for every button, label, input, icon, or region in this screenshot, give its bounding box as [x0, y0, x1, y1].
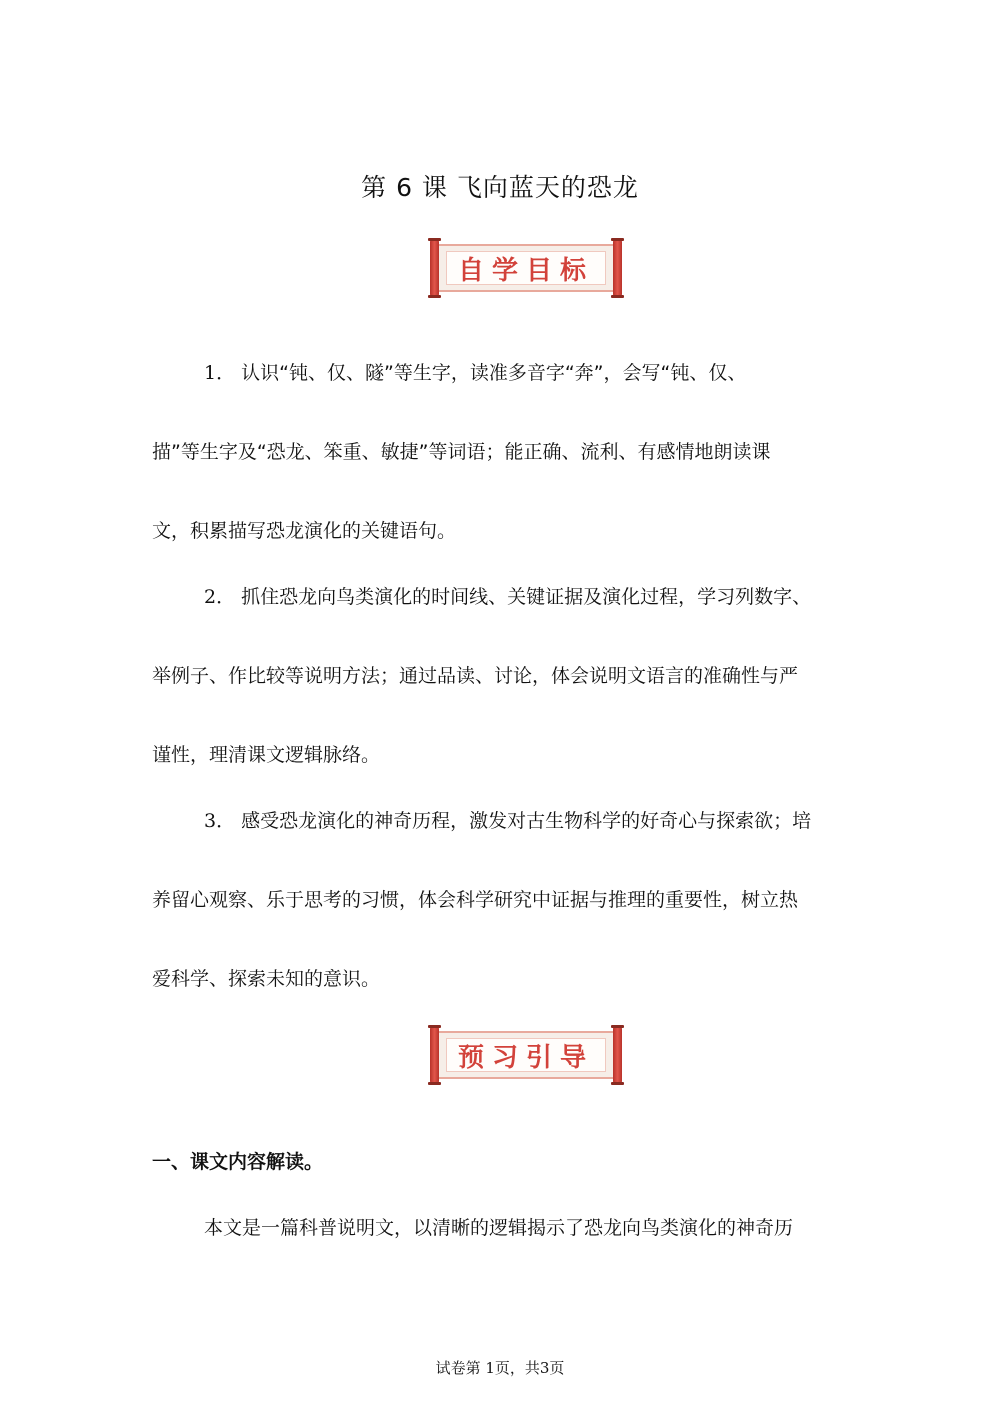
scroll-cap [428, 295, 441, 298]
banner-preview-guide [430, 1027, 622, 1083]
goal-line: 爱科学、探索未知的意识。 [152, 968, 381, 990]
goal-number: 1． [204, 362, 236, 384]
page-title: 第 6 课 飞向蓝天的恐龙 [361, 173, 639, 202]
goal-line: 抓住恐龙向鸟类演化的时间线、关键证据及演化过程，学习列数字、 [241, 586, 812, 608]
scroll-rod-left [430, 1027, 439, 1083]
goal-line: 感受恐龙演化的神奇历程，激发对古生物科学的好奇心与探索欲；培 [241, 810, 812, 832]
banner-label: 自学目标 [446, 251, 606, 285]
banner-self-study-goals [430, 240, 622, 296]
scroll-cap [611, 238, 624, 241]
scroll-rod-right [613, 240, 622, 296]
goal-number: 3． [204, 810, 236, 832]
scroll-cap [611, 1082, 624, 1085]
page-footer: 试卷第 1页，共3页 [435, 1359, 565, 1377]
goal-line: 举例子、作比较等说明方法；通过品读、讨论，体会说明文语言的准确性与严 [152, 665, 799, 687]
goal-line: 文，积累描写恐龙演化的关键语句。 [152, 520, 457, 542]
scroll-paper [439, 244, 613, 292]
scroll-cap [611, 295, 624, 298]
intro-line: 本文是一篇科普说明文，以清晰的逻辑揭示了恐龙向鸟类演化的神奇历 [204, 1217, 794, 1239]
scroll-cap [428, 1082, 441, 1085]
scroll-cap [428, 1025, 441, 1028]
scroll-paper [439, 1031, 613, 1079]
goal-line: 谨性，理清课文逻辑脉络。 [152, 744, 381, 766]
banner-label: 预习引导 [446, 1038, 606, 1072]
section-heading: 一、课文内容解读。 [152, 1151, 324, 1173]
goal-line: 认识“钝、仅、隧”等生字，读准多音字“奔”，会写“钝、仅、 [241, 362, 747, 384]
scroll-cap [428, 238, 441, 241]
goal-line: 养留心观察、乐于思考的习惯，体会科学研究中证据与推理的重要性，树立热 [152, 889, 799, 911]
scroll-rod-left [430, 240, 439, 296]
goal-number: 2． [204, 586, 236, 608]
goal-line: 描”等生字及“恐龙、笨重、敏捷”等词语；能正确、流利、有感情地朗读课 [152, 441, 771, 463]
scroll-rod-right [613, 1027, 622, 1083]
scroll-cap [611, 1025, 624, 1028]
